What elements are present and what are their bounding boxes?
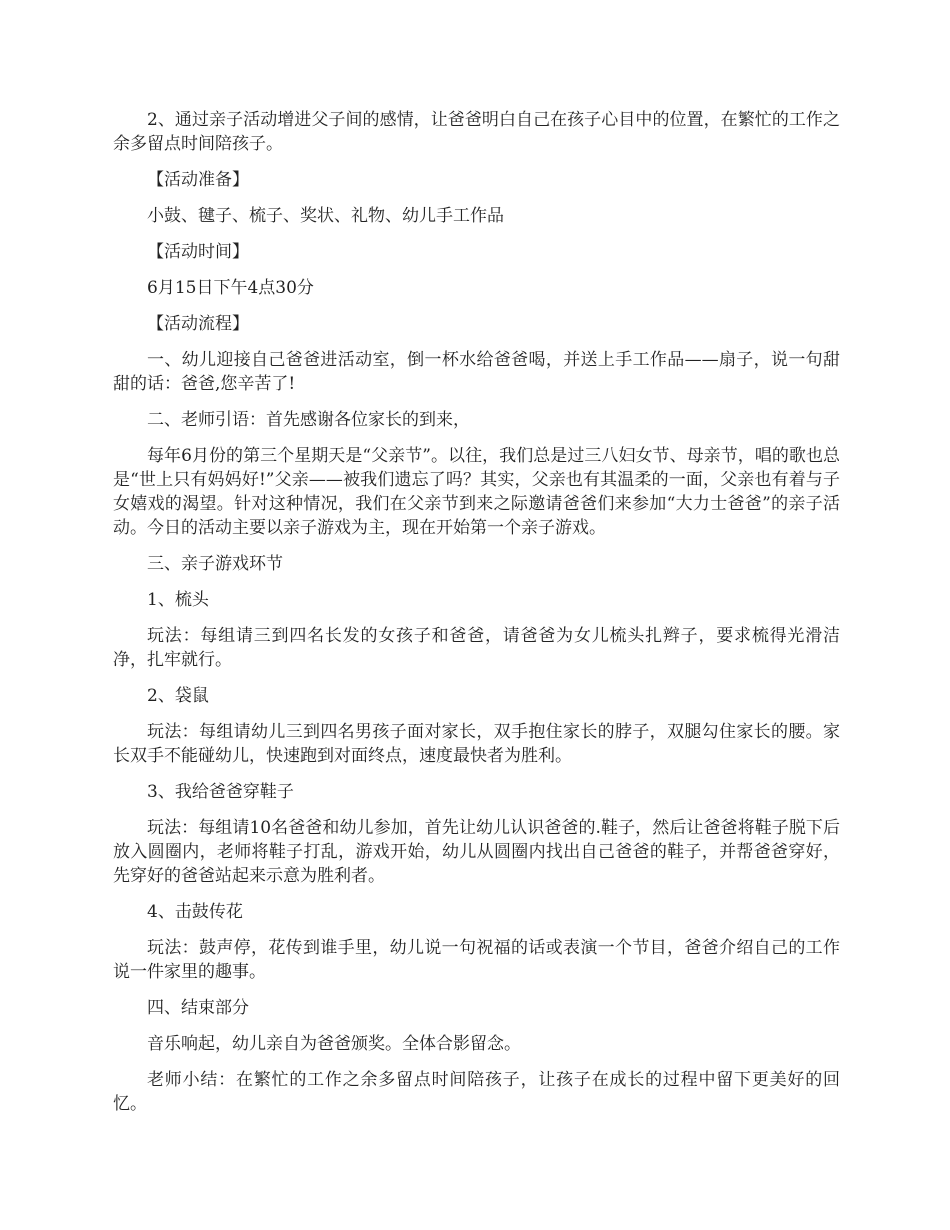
- section-heading-process: 【活动流程】: [147, 314, 249, 334]
- process-step-four: 四、结束部分: [147, 998, 249, 1018]
- game-rules-kangaroo: 玩法：每组请幼儿三到四名男孩子面对家长，双手抱住家长的脖子，双腿勾住家长的腰。家长双手不能碰幼儿，快速跑到对面终点，速度最快者为胜利。: [113, 722, 840, 766]
- section-heading-time: 【活动时间】: [147, 242, 249, 262]
- game-title-kangaroo: 2、袋鼠: [147, 686, 209, 706]
- document-page: [113, 108, 840, 1128]
- fathers-day-paragraph: 每年6月份的第三个星期天是“父亲节”。以往，我们总是过三八妇女节、母亲节，唱的歌也总是“世上只有妈妈好!”父亲——被我们遗忘了吗？其实，父亲也有其温柔的一面，父亲也有着与子女嬉戏的渴望。针对这种情况，我们在父亲节到来之际邀请爸爸们来参加“大力士爸爸”的亲子活动。今日的活动主要以亲子游戏为主，现在开始第一个亲子游戏。: [113, 446, 840, 538]
- game-title-shoes: 3、我给爸爸穿鞋子: [147, 782, 294, 802]
- preparation-items: 小鼓、毽子、梳子、奖状、礼物、幼儿手工作品: [147, 206, 504, 226]
- ending-paragraph: 音乐响起，幼儿亲自为爸爸颁奖。全体合影留念。: [147, 1034, 521, 1054]
- game-rules-drum-flower: 玩法：鼓声停，花传到谁手里，幼儿说一句祝福的话或表演一个节目，爸爸介绍自己的工作说一件家里的趣事。: [113, 938, 840, 982]
- teacher-summary: 老师小结：在繁忙的工作之余多留点时间陪孩子，让孩子在成长的过程中留下更美好的回忆。: [113, 1070, 840, 1114]
- activity-time: 6月15日下午4点30分: [147, 278, 314, 298]
- goal-paragraph: 2、通过亲子活动增进父子间的感情，让爸爸明白自己在孩子心目中的位置，在繁忙的工作之余多留点时间陪孩子。: [113, 110, 840, 154]
- game-title-drum-flower: 4、击鼓传花: [147, 902, 243, 922]
- process-step-two: 二、老师引语：首先感谢各位家长的到来，: [147, 410, 470, 430]
- process-step-one: 一、幼儿迎接自己爸爸进活动室，倒一杯水给爸爸喝，并送上手工作品——扇子，说一句甜甜的话：爸爸,您辛苦了!: [113, 350, 840, 394]
- game-rules-shoes: 玩法：每组请10名爸爸和幼儿参加，首先让幼儿认识爸爸的.鞋子，然后让爸爸将鞋子脱下后放入圆圈内，老师将鞋子打乱，游戏开始，幼儿从圆圈内找出自己爸爸的鞋子，并帮爸爸穿好，先穿好的爸爸站起来示意为胜利者。: [113, 818, 840, 886]
- process-step-three: 三、亲子游戏环节: [147, 554, 283, 574]
- game-rules-comb-hair: 玩法：每组请三到四名长发的女孩子和爸爸，请爸爸为女儿梳头扎辫子，要求梳得光滑洁净，扎牢就行。: [113, 626, 840, 670]
- game-title-comb-hair: 1、梳头: [147, 590, 209, 610]
- section-heading-preparation: 【活动准备】: [147, 170, 249, 190]
